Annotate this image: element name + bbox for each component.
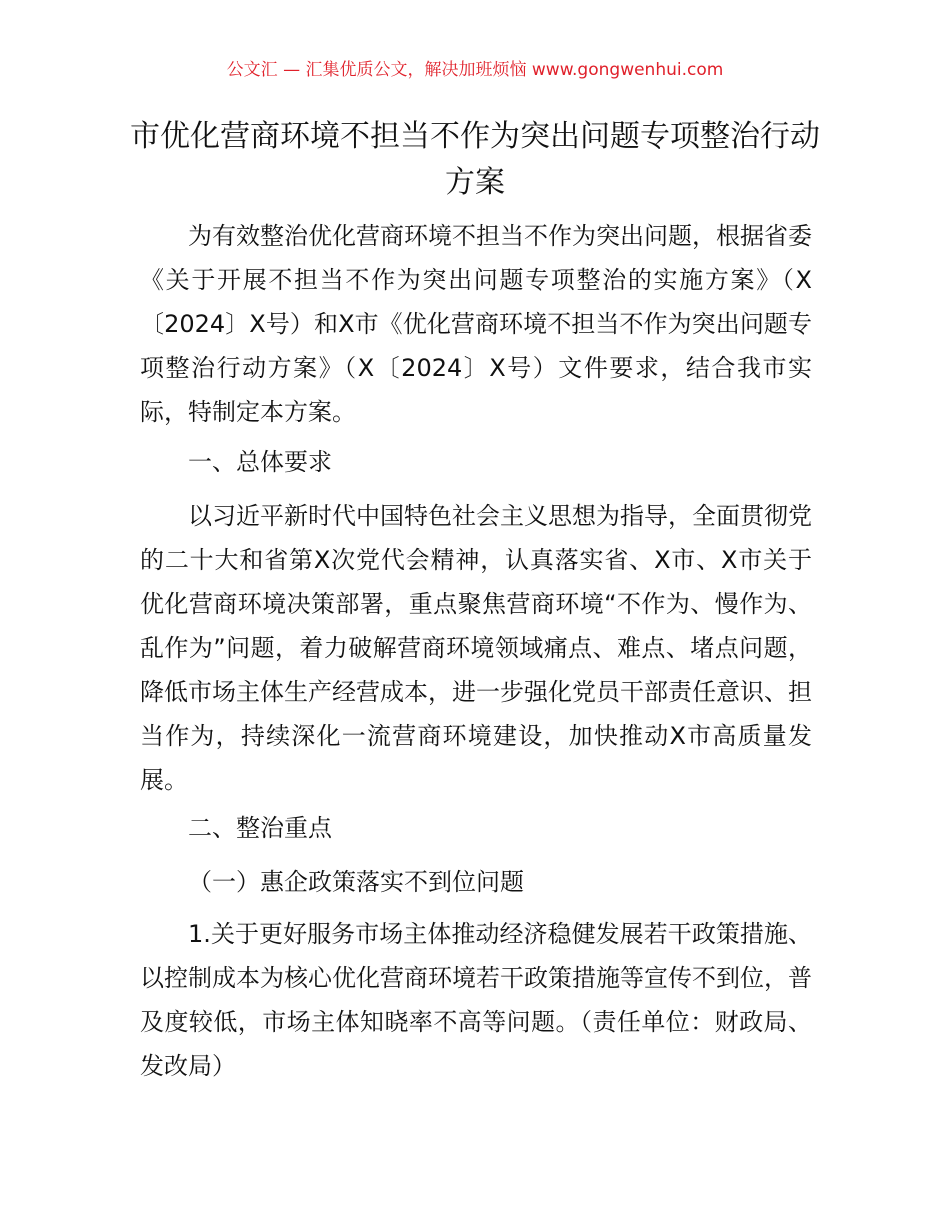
section-heading-rectification-focus: 二、整治重点 — [188, 814, 332, 842]
item-1-paragraph: 1.关于更好服务市场主体推动经济稳健发展若干政策措施、以控制成本为核心优化营商环境若干政策措施等宣传不到位，普及度较低，市场主体知晓率不高等问题。（责任单位：财政局、发改局） — [140, 920, 812, 1080]
watermark-header: 公文汇 — 汇集优质公文，解决加班烦恼 www.gongwenhui.com — [226, 60, 724, 80]
general-requirements-paragraph: 以习近平新时代中国特色社会主义思想为指导，全面贯彻党的二十大和省第X次党代会精神，认真落实省、X市、X市关于优化营商环境决策部署，重点聚焦营商环境“不作为、慢作为、乱作为”问题，着力破解营商环境领域痛点、难点、堵点问题，降低市场主体生产经营成本，进一步强化党员干部责任意识、担当作为，持续深化一流营商环境建设，加快推动X市高质量发展。 — [140, 502, 812, 794]
section-heading-general-requirements: 一、总体要求 — [188, 448, 332, 476]
subsection-heading-policy-implementation: （一）惠企政策落实不到位问题 — [188, 868, 524, 896]
document-title: 市优化营商环境不担当不作为突出问题专项整治行动方案 — [130, 119, 820, 200]
intro-paragraph: 为有效整治优化营商环境不担当不作为突出问题，根据省委《关于开展不担当不作为突出问题专项整治的实施方案》（X〔2024〕X号）和X市《优化营商环境不担当不作为突出问题专项整治行动方案》（X〔2024〕X号）文件要求，结合我市实际，特制定本方案。 — [140, 222, 812, 426]
